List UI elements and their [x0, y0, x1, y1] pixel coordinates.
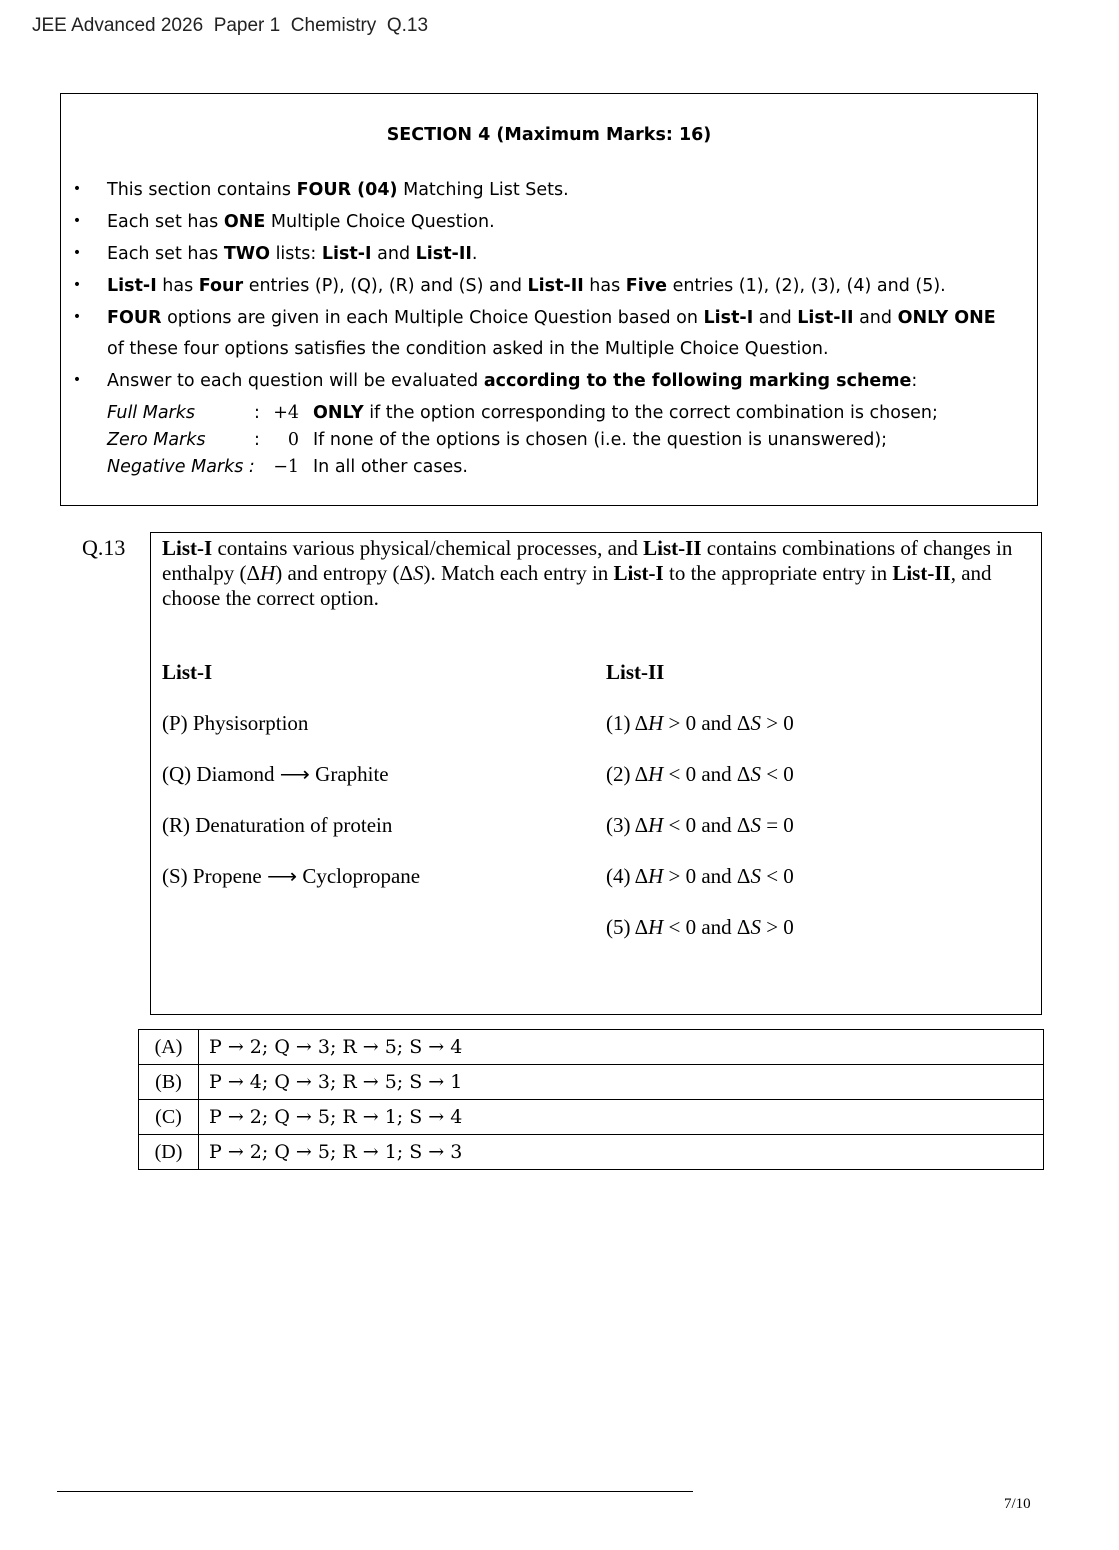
option-c[interactable] — [139, 1100, 1044, 1135]
list-1-heading: List-I — [162, 660, 213, 684]
bullet-icon: • — [72, 181, 82, 197]
instruction-4: List-I has Four entries (P), (Q), (R) and (S) and List-II has Five entries (1), (2), (3), (4) and (5). — [107, 276, 946, 296]
option-label: (A) — [139, 1030, 199, 1065]
list-2-heading: List-II — [606, 660, 665, 684]
question-stem: List-I contains various physical/chemical processes, and List-II contains combinations of changes in enthalpy (ΔH) and entropy (ΔS). Match each entry in List-I to the appropriate entry in List-II, and choose the correct option. — [162, 536, 1013, 610]
option-text: P → 2; Q → 3; R → 5; S → 4 — [199, 1030, 1044, 1065]
list-1-item: (R) Denaturation of protein — [162, 813, 393, 837]
scheme-value: 0 — [287, 430, 299, 450]
scheme-label: Negative Marks : — [107, 457, 255, 477]
option-text: P → 2; Q → 5; R → 1; S → 3 — [199, 1135, 1044, 1170]
list-2-item: (5) ΔH < 0 and ΔS > 0 — [606, 915, 794, 939]
option-label: (B) — [139, 1065, 199, 1100]
scheme-desc: If none of the options is chosen (i.e. the question is unanswered); — [313, 430, 888, 450]
list-2-item: (2) ΔH < 0 and ΔS < 0 — [606, 762, 794, 786]
scheme-value: +4 — [273, 403, 299, 423]
page-number: 7/10 — [1004, 1496, 1031, 1512]
option-text: P → 4; Q → 3; R → 5; S → 1 — [199, 1065, 1044, 1100]
scheme-value: −1 — [273, 457, 299, 477]
option-a[interactable] — [139, 1030, 1044, 1065]
instruction-1: This section contains FOUR (04) Matching List Sets. — [107, 180, 569, 200]
scheme-desc: ONLY if the option corresponding to the correct combination is chosen; — [313, 403, 938, 423]
instructions-box — [60, 93, 1038, 506]
options-table — [138, 1029, 1044, 1170]
option-text: P → 2; Q → 5; R → 1; S → 4 — [199, 1100, 1044, 1135]
scheme-label: Zero Marks — [107, 430, 206, 450]
option-label: (D) — [139, 1135, 199, 1170]
bullet-icon: • — [72, 309, 82, 325]
section-title: SECTION 4 (Maximum Marks: 16) — [386, 125, 712, 145]
instruction-6: Answer to each question will be evaluated according to the following marking scheme: — [107, 371, 918, 391]
list-1-item: (P) Physisorption — [162, 711, 309, 735]
scheme-colon: : — [254, 430, 260, 450]
instruction-3: Each set has TWO lists: List-I and List-II. — [107, 244, 478, 264]
footer-divider — [57, 1491, 693, 1492]
bullet-icon: • — [72, 372, 82, 388]
option-label: (C) — [139, 1100, 199, 1135]
option-b[interactable] — [139, 1065, 1044, 1100]
option-d[interactable] — [139, 1135, 1044, 1170]
bullet-icon: • — [72, 245, 82, 261]
bullet-icon: • — [72, 277, 82, 293]
instruction-2: Each set has ONE Multiple Choice Question. — [107, 212, 495, 232]
instruction-5: FOUR options are given in each Multiple Choice Question based on List-I and List-II and ONLY ONE of these four options satisfies the condition asked in the Multiple Choice Question. — [107, 308, 996, 359]
list-2-item: (3) ΔH < 0 and ΔS = 0 — [606, 813, 794, 837]
list-2-item: (1) ΔH > 0 and ΔS > 0 — [606, 711, 794, 735]
list-2-item: (4) ΔH > 0 and ΔS < 0 — [606, 864, 794, 888]
bullet-icon: • — [72, 213, 82, 229]
scheme-colon: : — [254, 403, 260, 423]
scheme-desc: In all other cases. — [313, 457, 468, 477]
page-header: JEE Advanced 2026 Paper 1 Chemistry Q.13 — [32, 15, 429, 36]
list-1-item: (Q) Diamond ⟶ Graphite — [162, 762, 389, 786]
question-box — [150, 532, 1042, 1015]
scheme-label: Full Marks — [107, 403, 196, 423]
question-number: Q.13 — [82, 535, 126, 560]
list-1-item: (S) Propene ⟶ Cyclopropane — [162, 864, 421, 888]
